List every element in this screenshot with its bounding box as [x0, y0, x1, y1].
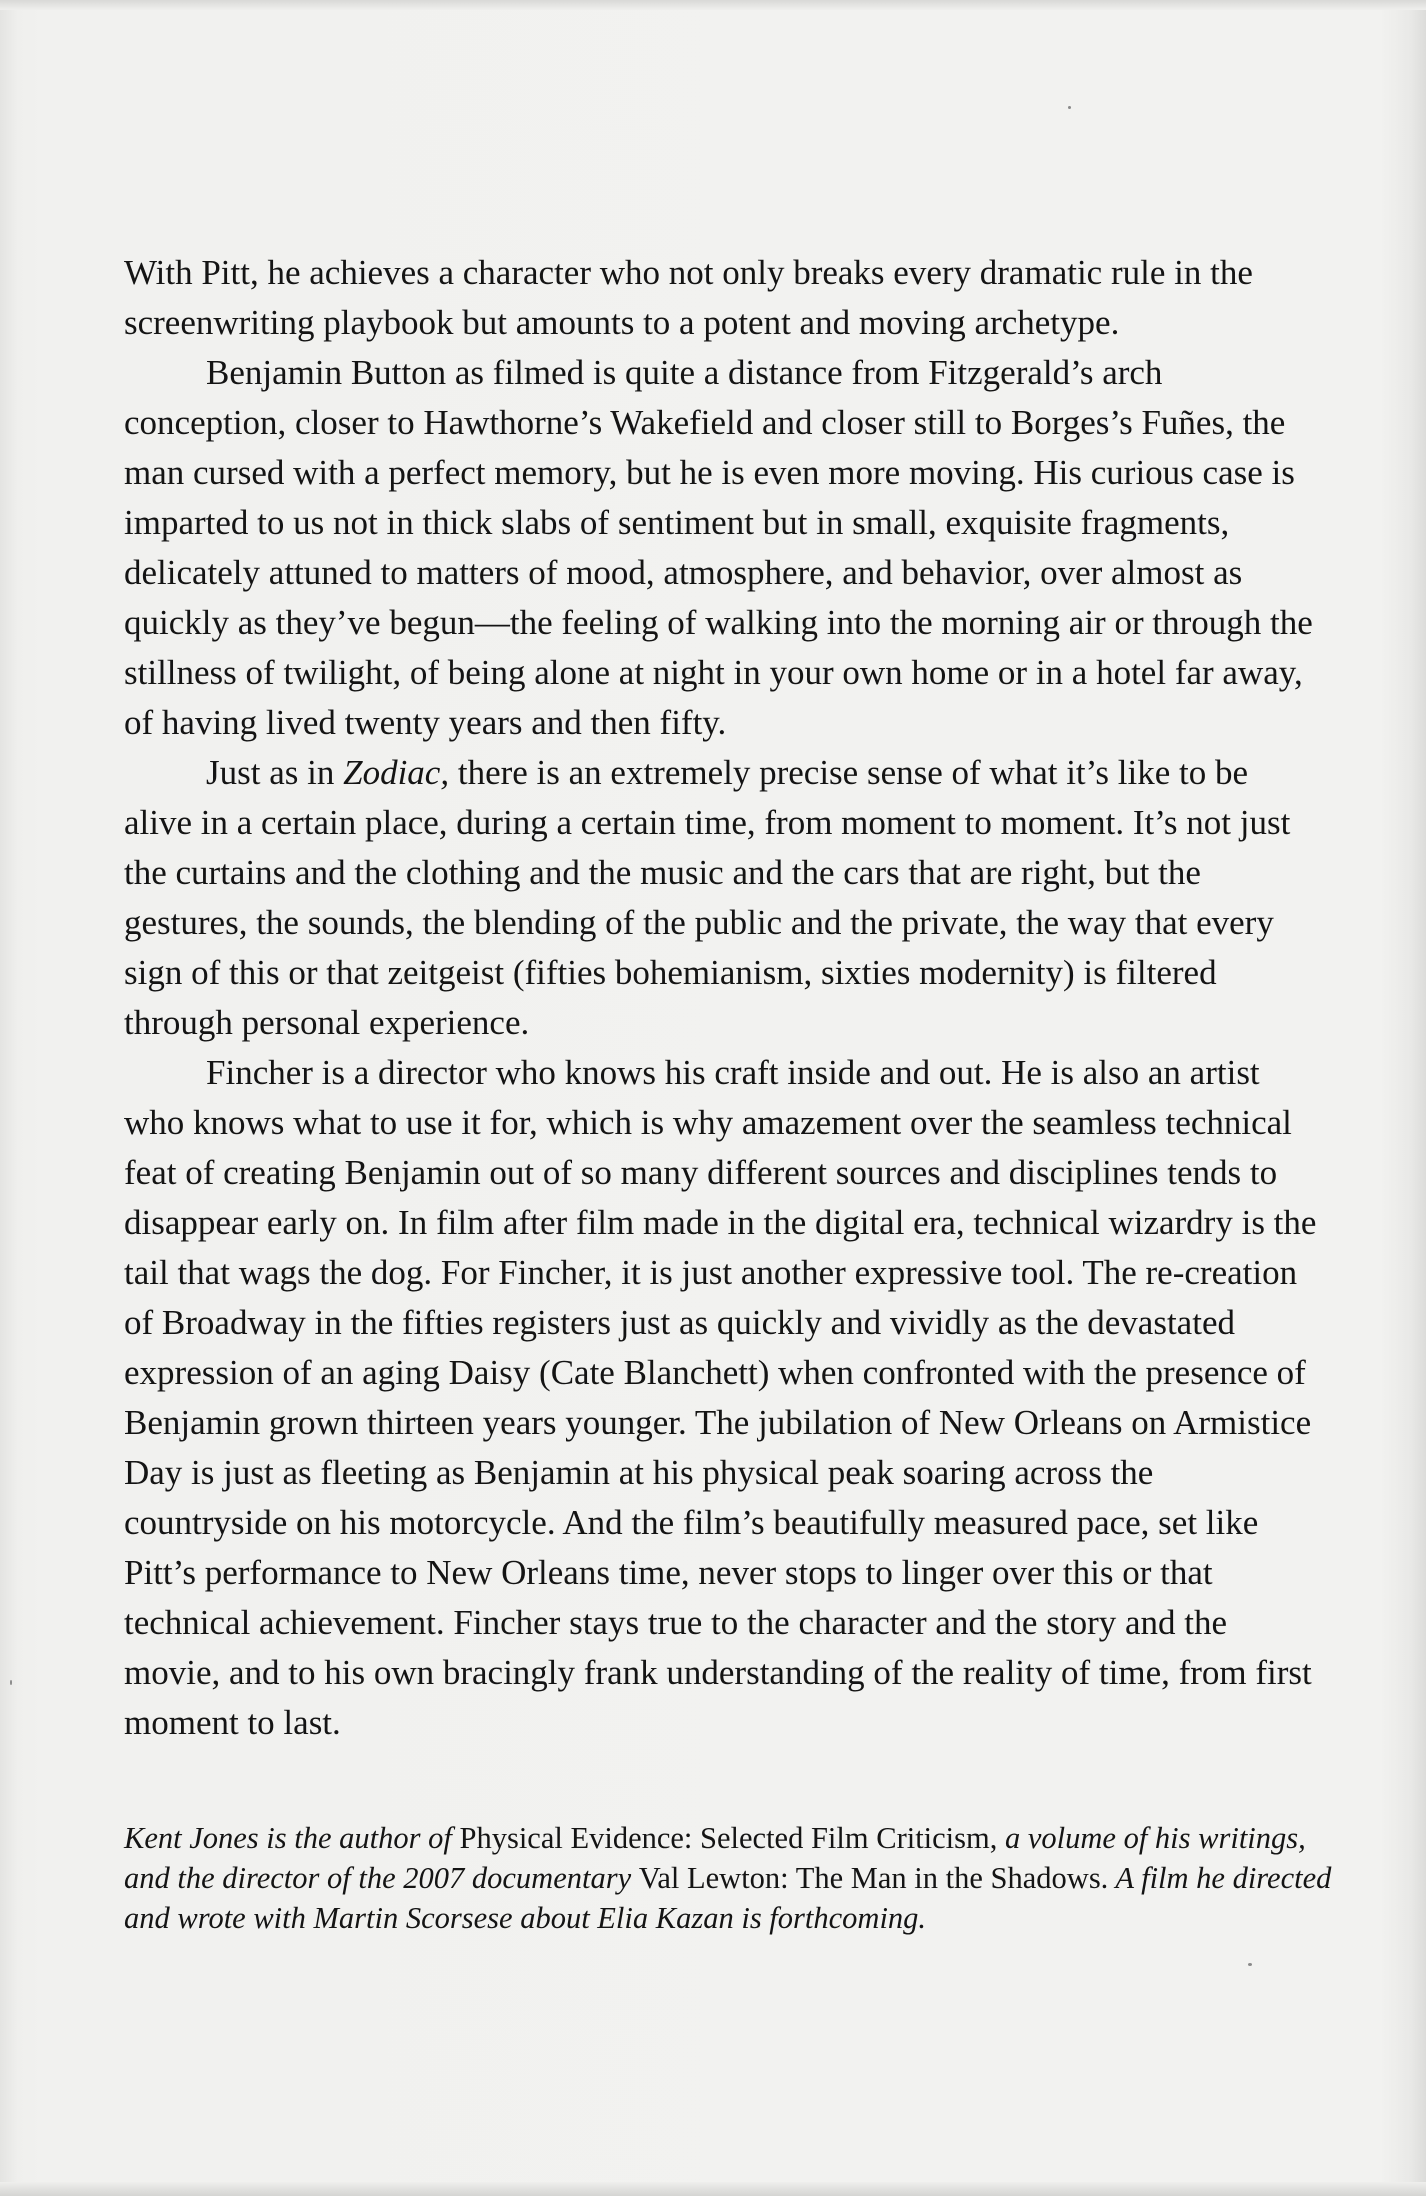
bio-intro: Kent Jones is the author of [124, 1821, 460, 1855]
paragraph-3-text-rest: there is an extremely precise sense of what it’s like to be alive in a certain place, during a certain time, from moment to moment. It’s not just the curtains and the clothing and the music and the cars that are right, but the gestures, the sounds, the blending of the public and the private, the way that every sign of this or that zeitgeist (fifties bohemianism, sixties modernity) is filtered through personal experience. [124, 753, 1291, 1042]
page-bottom-edge [0, 2182, 1426, 2196]
article-body [124, 248, 1324, 1748]
paragraph-2 [124, 348, 1324, 748]
paragraph-3 [124, 748, 1324, 1048]
paragraph-4 [124, 1048, 1324, 1748]
film-title-zodiac: Zodiac, [343, 753, 450, 792]
bio-middle: a volume of his writings, and the director of the 2007 documentary [124, 1821, 1306, 1895]
page-top-edge [0, 0, 1426, 10]
book-title: Physical Evidence: Selected Film Criticism, [459, 1821, 998, 1855]
author-bio [124, 1818, 1334, 1938]
paper-speck [10, 1680, 12, 1685]
paragraph-1-text: With Pitt, he achieves a character who not only breaks every dramatic rule in the screenwriting playbook but amounts to a potent and moving archetype. [124, 253, 1253, 342]
paragraph-3-text-start: Just as in [206, 753, 344, 792]
paragraph-2-text: Benjamin Button as filmed is quite a distance from Fitzgerald’s arch conception, closer to Hawthorne’s Wakefield and closer still to Borges’s Fuñes, the man cursed with a perfect memory, but he is even more moving. His curious case is imparted to us not in thick slabs of sentiment but in small, exquisite fragments, delicately attuned to matters of mood, atmosphere, and behavior, over almost as quickly as they’ve begun—the feeling of walking into the morning air or through the stillness of twilight, of being alone at night in your own home or in a hotel far away, of having lived twenty years and then fifty. [124, 353, 1313, 742]
paragraph-1 [124, 248, 1324, 348]
paper-speck [1068, 106, 1071, 109]
bio-ending: A film he directed and wrote with Martin Scorsese about Elia Kazan is forthcoming. [124, 1861, 1332, 1935]
paragraph-4-text: Fincher is a director who knows his craft inside and out. He is also an artist who knows what to use it for, which is why amazement over the seamless technical feat of creating Benjamin out of so many different sources and disciplines tends to disappear early on. In film after film made in the digital era, technical wizardry is the tail that wags the dog. For Fincher, it is just another expressive tool. The re-creation of Broadway in the fifties registers just as quickly and vividly as the devastated expression of an aging Daisy (Cate Blanchett) when confronted with the presence of Benjamin grown thirteen years younger. The jubilation of New Orleans on Armistice Day is just as fleeting as Benjamin at his physical peak soaring across the countryside on his motorcycle. And the film’s beautifully measured pace, set like Pitt’s performance to New Orleans time, never stops to linger over this or that technical achievement. Fincher stays true to the character and the story and the movie, and to his own bracingly frank understanding of the reality of time, from first moment to last. [124, 1053, 1317, 1742]
documentary-title: Val Lewton: The Man in the Shadows. [638, 1861, 1109, 1895]
paper-speck [1248, 1963, 1252, 1966]
